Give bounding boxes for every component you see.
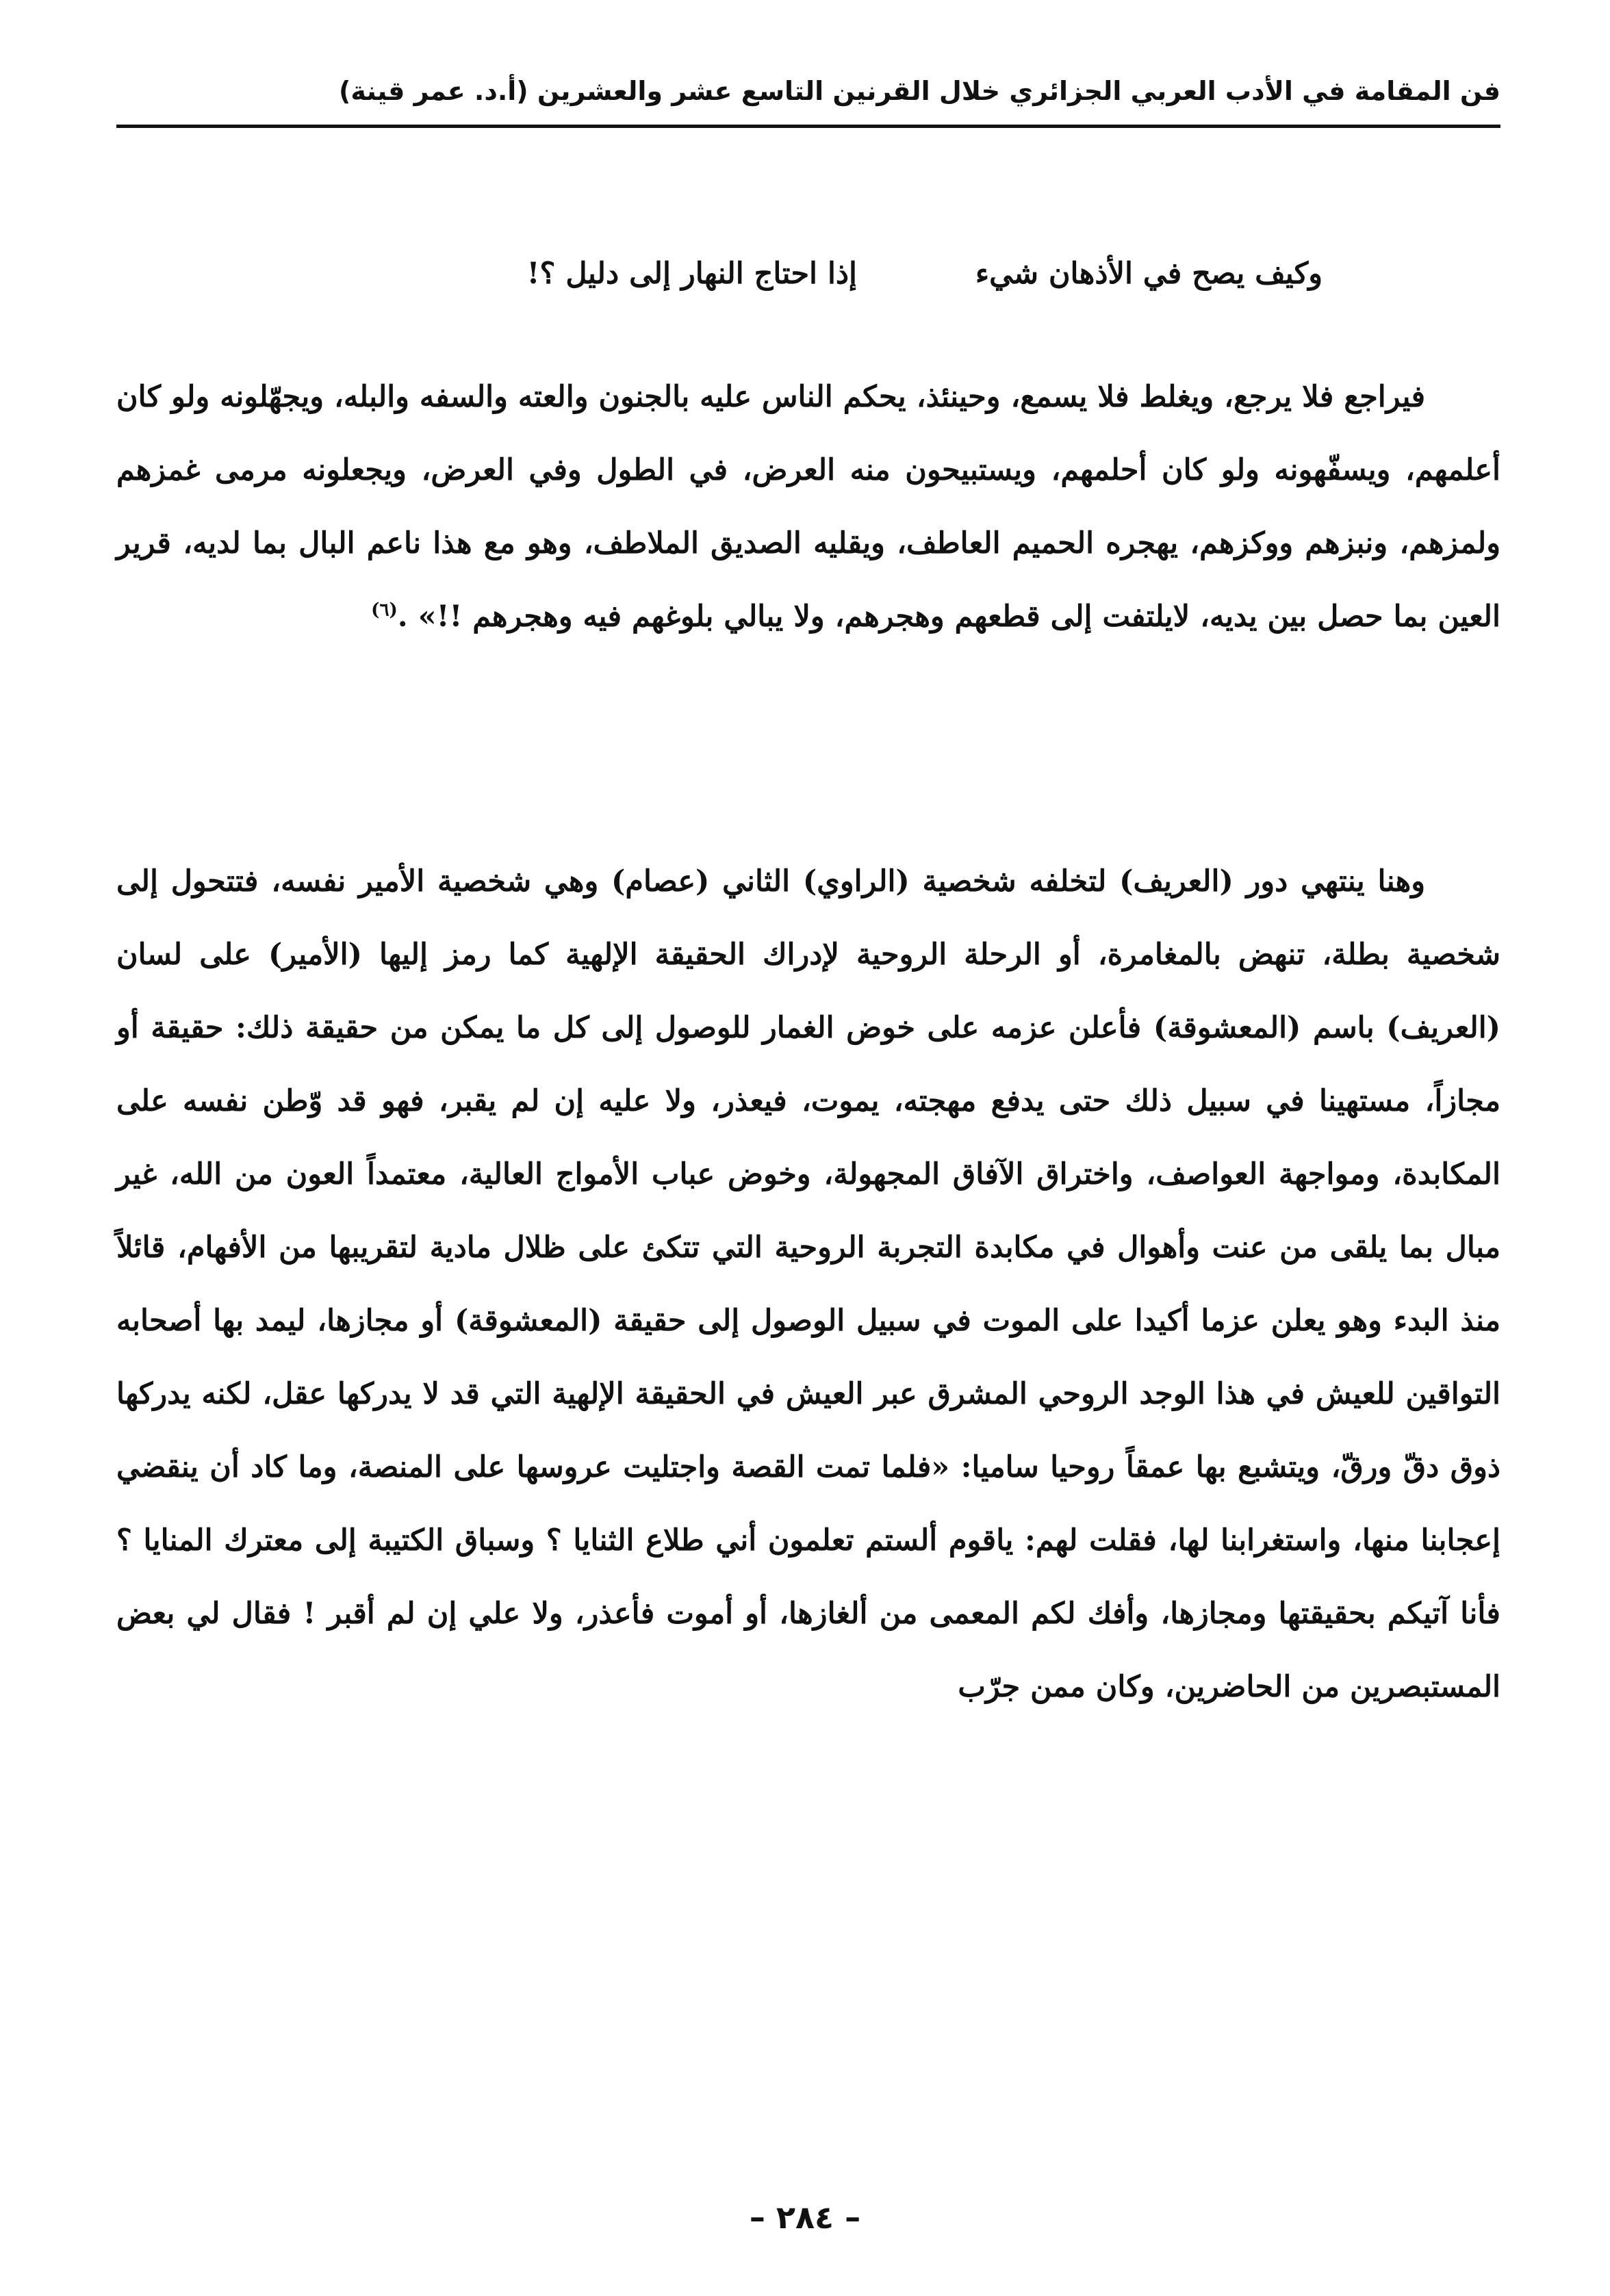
running-header: فن المقامة في الأدب العربي الجزائري خلال القرنين التاسع عشر والعشرين (أ.د. عمر قينة) xyxy=(339,76,1500,106)
header-rule xyxy=(116,125,1500,128)
page-number: – ٢٨٤ – xyxy=(749,2199,861,2236)
paragraph-2 xyxy=(116,845,1500,1724)
paragraph-2-text: وهنا ينتهي دور (العريف) لتخلفه شخصية (الراوي) الثاني (عصام) وهي شخصية الأمير نفسه، فتتحول إلى شخصية بطلة، تنهض بالمغامرة، أو الرحلة الروحية لإدراك الحقيقة الإلهية كما رمز إليها (الأمير) على لسان (العريف) باسم (المعشوقة) فأعلن عزمه على خوض الغمار للوصول إلى كل ما يمكن من حقيقة ذلك: حقيقة أو مجازاً، مستهينا في سبيل ذلك حتى يدفع مهجته، يموت، فيعذر، ولا عليه إن لم يقبر، فهو قد وّطن نفسه على المكابدة، ومواجهة العواصف، واختراق الآفاق المجهولة، وخوض عباب الأمواج العالية، معتمداً العون من الله، غير مبال بما يلقى من عنت وأهوال في مكابدة التجربة الروحية التي تتكئ على ظلال مادية لتقريبها من الأفهام، قائلاً منذ البدء وهو يعلن عزما أكيدا على الموت في سبيل الوصول إلى حقيقة (المعشوقة) أو مجازها، ليمد بها أصحابه التواقين للعيش في هذا الوجد الروحي المشرق عبر العيش في الحقيقة الإلهية التي قد لا يدركها عقل، لكنه يدركها ذوق دقّ ورقّ، ويتشبع بها عمقاً روحيا ساميا: «فلما تمت القصة واجتليت عروسها على المنصة، وما كاد أن ينقضي إعجابنا منها، واستغرابنا لها، فقلت لهم: ياقوم ألستم تعلمون أني طلاع الثنايا ؟ وسباق الكتيبة إلى معترك المنايا ؟ فأنا آتيكم بحقيقتها ومجازها، وأفك لكم المعمى من ألغازها، أو أموت فأعذر، ولا علي إن لم أقبر ! فقال لي بعض المستبصرين من الحاضرين، وكان ممن جرّب xyxy=(116,864,1500,1704)
poetry-verse xyxy=(116,236,1500,311)
paragraph-1-text: فيراجع فلا يرجع، ويغلط فلا يسمع، وحينئذ، يحكم الناس عليه بالجنون والعته والسفه والبله، ويجهّلونه ولو كان أعلمهم، ويسفّهونه ولو كان أحلمهم، ويستبيحون منه العرض، في الطول وفي العرض، ويجعلونه مرمى غمزهم ولمزهم، ونبزهم ووكزهم، يهجره الحميم العاطف، ويقليه الصديق الملاطف، وهو مع هذا ناعم البال بما لديه، قرير العين بما حصل بين يديه، لايلتفت إلى قطعهم وهجرهم، ولا يبالي بلوغهم فيه وهجرهم !!» . xyxy=(116,380,1500,634)
verse-second-hemistich: إذا احتاج النهار إلى دليل ؟! xyxy=(526,257,857,291)
paragraph-1 xyxy=(116,361,1500,654)
footnote-reference: (٦) xyxy=(371,599,398,621)
verse-first-hemistich: وكيف يصح في الأذهان شيء xyxy=(975,257,1322,291)
